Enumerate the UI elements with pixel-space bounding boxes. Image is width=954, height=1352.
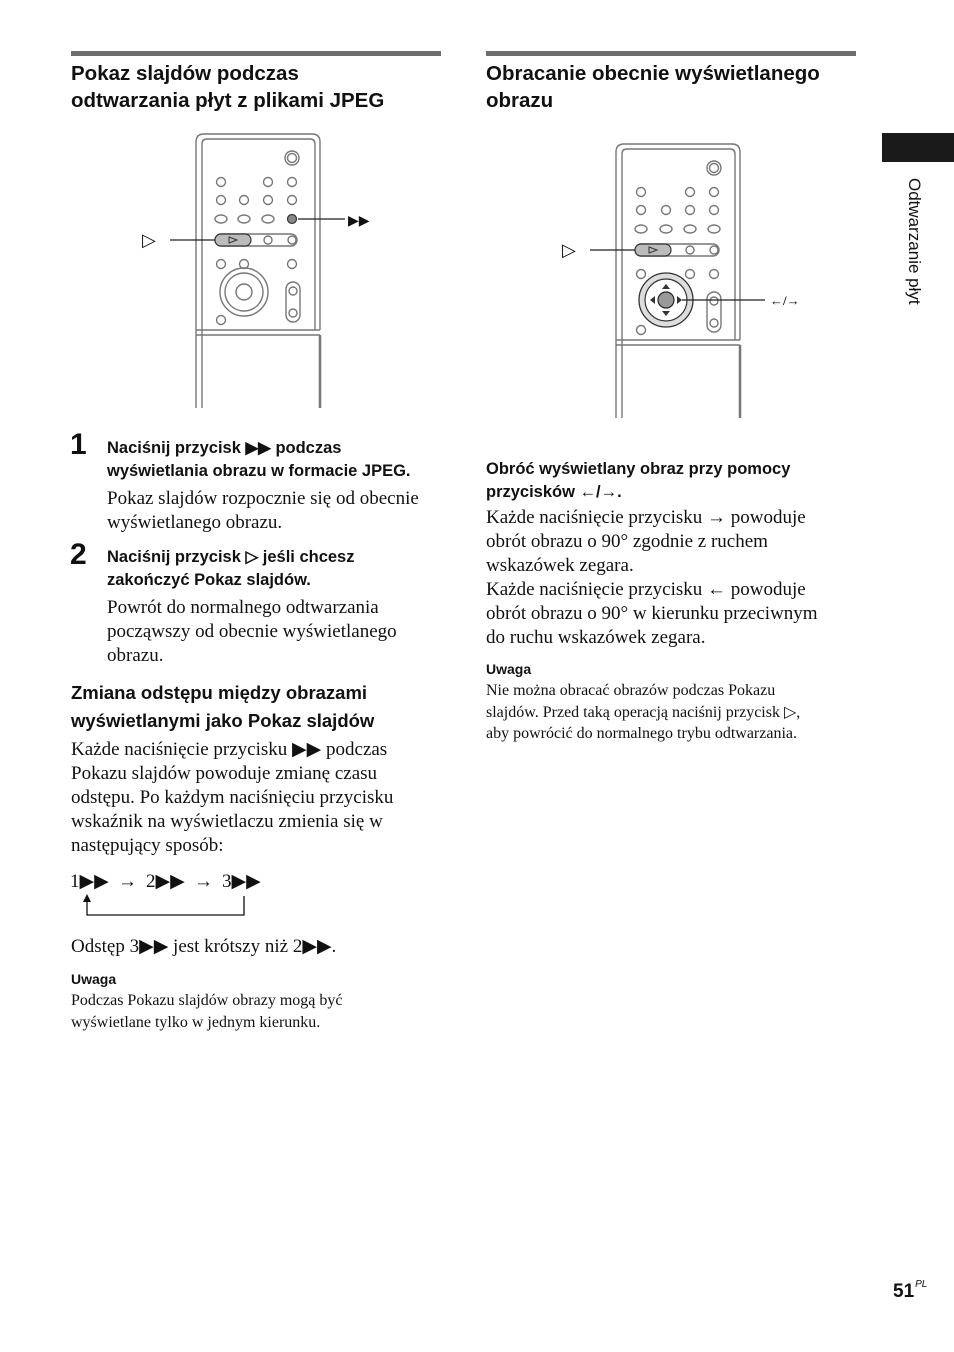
right-heading-line-2: obrazu <box>486 89 554 112</box>
step-1-number: 1 <box>70 428 87 461</box>
page-number-value: 51 <box>893 1281 915 1302</box>
sequence-step-2: 2▶▶ <box>146 871 185 892</box>
right-heading <box>486 60 820 114</box>
interval-subheading <box>71 679 374 735</box>
step-2-body-line-3: obrazu. <box>107 645 164 666</box>
section-tab-label: Odtwarzanie płyt <box>905 178 924 305</box>
rotate-paragraph-line-2: obrót obrazu o 90° zgodnie z ruchem <box>486 531 768 552</box>
rotate-instruction-line-2: przycisków ←/→. <box>486 483 622 501</box>
right-heading-line-1: Obracanie obecnie wyświetlanego <box>486 62 820 85</box>
rotate-instruction-title <box>486 458 790 504</box>
step-1-body-line-1: Pokaz slajdów rozpocznie się od obecnie <box>107 488 419 509</box>
rotate-paragraph <box>486 506 818 650</box>
play-callout-label-right: ▷ <box>562 240 576 260</box>
section-tab-marker <box>882 133 954 162</box>
step-2-title <box>107 546 354 592</box>
step-2-title-line-1: Naciśnij przycisk ▷ jeśli chcesz <box>107 548 355 566</box>
step-2-body <box>107 596 397 668</box>
right-heading-rule <box>486 51 856 56</box>
interval-sequence-diagram <box>68 866 288 920</box>
right-note-line-1: Nie można obracać obrazów podczas Pokazu <box>486 682 776 699</box>
interval-paragraph-line-3: odstępu. Po każdym naciśnięciu przycisku <box>71 787 394 808</box>
interval-subheading-line-1: Zmiana odstępu między obrazami <box>71 682 368 703</box>
step-2-body-line-1: Powrót do normalnego odtwarzania <box>107 597 379 618</box>
rotate-instruction-line-1: Obróć wyświetlany obraz przy pomocy <box>486 460 791 478</box>
remote-figure-rotate <box>560 140 810 425</box>
left-heading <box>71 60 384 114</box>
interval-paragraph <box>71 738 393 858</box>
interval-subheading-line-2: wyświetlanymi jako Pokaz slajdów <box>71 710 375 731</box>
left-heading-rule <box>71 51 441 56</box>
sequence-step-3: 3▶▶ <box>222 871 261 892</box>
interval-paragraph-line-4: wskaźnik na wyświetlaczu zmienia się w <box>71 811 383 832</box>
rotate-paragraph-line-1: Każde naciśnięcie przycisku → powoduje <box>486 507 806 528</box>
left-note-line-1: Podczas Pokazu slajdów obrazy mogą być <box>71 992 343 1009</box>
step-1-title-line-1: Naciśnij przycisk ▶▶ podczas <box>107 439 342 457</box>
ff-callout-label: ▶▶ <box>348 214 370 229</box>
left-heading-line-1: Pokaz slajdów podczas <box>71 62 299 85</box>
left-note-heading: Uwaga <box>71 971 117 987</box>
right-note-line-2: slajdów. Przed taką operacją naciśnij przycisk ▷, <box>486 703 801 721</box>
rotate-paragraph-line-6: do ruchu wskazówek zegara. <box>486 627 706 648</box>
rotate-paragraph-line-3: wskazówek zegara. <box>486 555 634 576</box>
right-note-text <box>486 680 800 745</box>
step-1-body <box>107 487 419 535</box>
page-number-suffix: PL <box>915 1279 928 1290</box>
rotate-paragraph-line-4: Każde naciśnięcie przycisku ← powoduje <box>486 579 806 600</box>
step-2-title-line-2: zakończyć Pokaz slajdów. <box>107 571 311 589</box>
page-number <box>893 1281 927 1303</box>
step-1-title <box>107 437 411 483</box>
sequence-arrow-1: → <box>118 871 137 892</box>
step-2-number: 2 <box>70 538 87 571</box>
step-1-body-line-2: wyświetlanego obrazu. <box>107 512 283 533</box>
interval-paragraph-line-1: Każde naciśnięcie przycisku ▶▶ podczas <box>71 739 388 760</box>
left-heading-line-2: odtwarzania płyt z plikami JPEG <box>71 89 385 112</box>
step-2-body-line-2: począwszy od obecnie wyświetlanego <box>107 621 397 642</box>
step-1-title-line-2: wyświetlania obrazu w formacie JPEG. <box>107 462 411 480</box>
arrows-callout-label: ←/→ <box>770 293 800 308</box>
interval-paragraph-line-2: Pokazu slajdów powoduje zmianę czasu <box>71 763 378 784</box>
left-note-text <box>71 990 342 1033</box>
interval-note-line: Odstęp 3▶▶ jest krótszy niż 2▶▶. <box>71 936 337 957</box>
rotate-paragraph-line-5: obrót obrazu o 90° w kierunku przeciwnym <box>486 603 818 624</box>
play-callout-label: ▷ <box>142 230 156 250</box>
right-note-line-3: aby powrócić do normalnego trybu odtwarzania. <box>486 725 798 742</box>
right-note-heading: Uwaga <box>486 661 532 677</box>
remote-figure-slideshow <box>140 130 390 415</box>
interval-paragraph-line-5: następujący sposób: <box>71 835 224 856</box>
sequence-step-1: 1▶▶ <box>70 871 109 892</box>
left-note-line-2: wyświetlane tylko w jednym kierunku. <box>71 1013 321 1031</box>
sequence-arrow-2: → <box>194 871 213 892</box>
